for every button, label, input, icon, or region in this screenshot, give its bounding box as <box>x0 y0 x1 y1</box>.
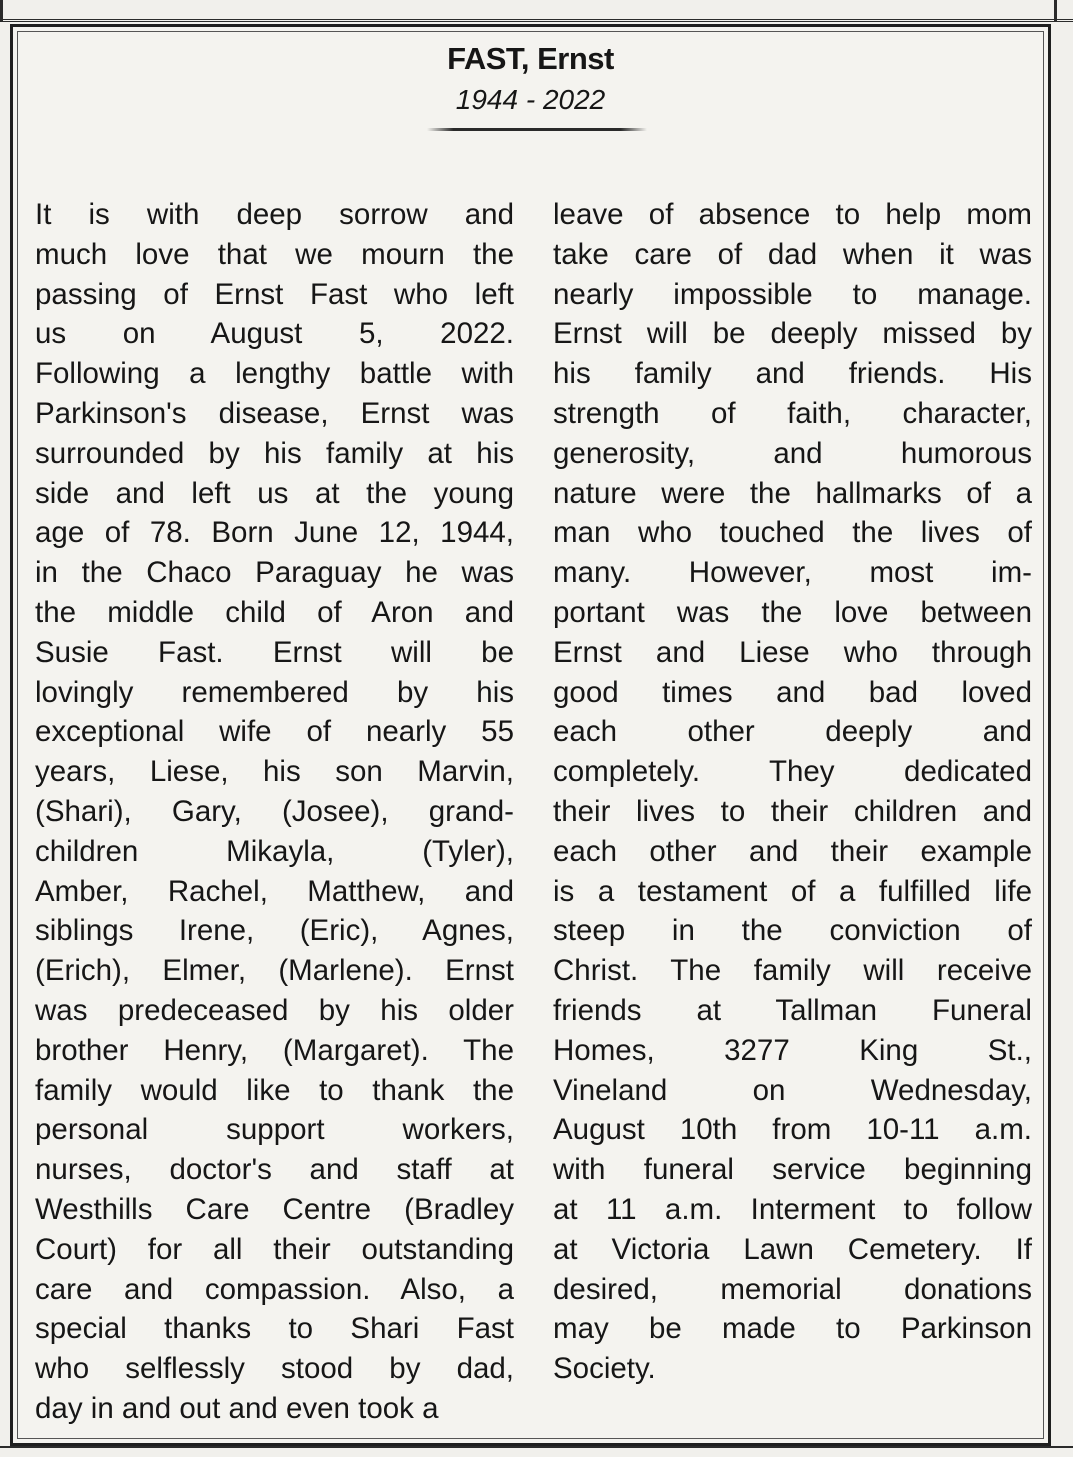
text-line: desired, memorial donations <box>553 1272 1032 1306</box>
text-line: personal support workers, <box>35 1113 514 1147</box>
text-line: Society. <box>553 1352 656 1386</box>
text-line: age of 78. Born June 12, 1944, <box>35 516 514 550</box>
right-edge-rule <box>1054 0 1057 22</box>
text-line: at 11 a.m. Interment to follow <box>553 1192 1032 1226</box>
text-line: children Mikayla, (Tyler), <box>35 834 514 868</box>
text-line: may be made to Parkinson <box>553 1312 1032 1346</box>
bottom-page-rule <box>0 1446 1073 1452</box>
text-line: Susie Fast. Ernst will be <box>35 635 514 669</box>
text-line: strength of faith, character, <box>553 396 1032 430</box>
obituary-heading <box>13 41 1048 117</box>
text-line: Ernst and Liese who through <box>553 635 1032 669</box>
text-line: surrounded by his family at his <box>35 436 514 470</box>
obituary-left-column <box>35 195 514 1429</box>
text-line: day in and out and even took a <box>35 1391 439 1425</box>
text-line: passing of Ernst Fast who left <box>35 277 514 311</box>
text-line: (Shari), Gary, (Josee), grand- <box>35 794 514 828</box>
life-years: 1944 - 2022 <box>455 84 606 115</box>
text-line: Ernst will be deeply missed by <box>553 317 1032 351</box>
text-line: is a testament of a fulfilled life <box>553 874 1032 908</box>
text-line: at Victoria Lawn Cemetery. If <box>553 1232 1032 1266</box>
text-line: brother Henry, (Margaret). The <box>35 1033 514 1067</box>
text-line: It is with deep sorrow and <box>35 198 514 231</box>
text-line: Christ. The family will receive <box>553 954 1032 988</box>
text-line: nurses, doctor's and staff at <box>35 1153 514 1187</box>
text-line: special thanks to Shari Fast <box>35 1312 514 1346</box>
text-line: family would like to thank the <box>35 1073 514 1107</box>
text-line: each other deeply and <box>553 715 1032 749</box>
text-line: (Erich), Elmer, (Marlene). Ernst <box>35 954 514 988</box>
text-line: each other and their example <box>553 834 1032 868</box>
text-line: Westhills Care Centre (Bradley <box>35 1192 514 1226</box>
text-line: his family and friends. His <box>553 357 1032 391</box>
text-line: in the Chaco Paraguay he was <box>35 556 514 590</box>
text-line: Homes, 3277 King St., <box>553 1033 1032 1067</box>
text-line: side and left us at the young <box>35 476 514 510</box>
text-line: lovingly remembered by his <box>35 675 514 709</box>
text-line: their lives to their children and <box>553 794 1032 828</box>
text-line: steep in the conviction of <box>553 914 1032 948</box>
text-line: generosity, and humorous <box>553 436 1032 470</box>
text-line: friends at Tallman Funeral <box>553 993 1032 1027</box>
text-line: exceptional wife of nearly 55 <box>35 715 514 749</box>
text-line: portant was the love between <box>553 595 1032 629</box>
text-line: years, Liese, his son Marvin, <box>35 755 514 789</box>
text-line: us on August 5, 2022. <box>35 317 514 351</box>
text-line: siblings Irene, (Eric), Agnes, <box>35 914 514 948</box>
text-line: completely. They dedicated <box>553 755 1032 789</box>
text-line: nature were the hallmarks of a <box>553 476 1032 510</box>
text-line: leave of absence to help mom <box>553 198 1032 231</box>
text-line: Vineland on Wednesday, <box>553 1073 1032 1107</box>
text-line: the middle child of Aron and <box>35 595 514 629</box>
obituary-right-column <box>553 195 1032 1389</box>
text-line: care and compassion. Also, a <box>35 1272 514 1306</box>
text-line: August 10th from 10-11 a.m. <box>553 1113 1032 1147</box>
text-line: take care of dad when it was <box>553 237 1032 271</box>
text-line: was predeceased by his older <box>35 993 514 1027</box>
text-line: Following a lengthy battle with <box>35 357 514 391</box>
top-page-rule <box>0 0 1073 22</box>
text-line: with funeral service beginning <box>553 1153 1032 1187</box>
text-line: Amber, Rachel, Matthew, and <box>35 874 514 908</box>
text-line: Court) for all their outstanding <box>35 1232 514 1266</box>
left-edge-rule <box>0 0 3 22</box>
obituary-box <box>10 24 1051 1446</box>
deceased-name: FAST, Ernst <box>447 41 614 76</box>
text-line: Parkinson's disease, Ernst was <box>35 396 514 430</box>
text-line: nearly impossible to manage. <box>553 277 1032 311</box>
text-line: who selflessly stood by dad, <box>35 1352 514 1386</box>
heading-divider <box>427 128 647 131</box>
text-line: many. However, most im- <box>553 556 1032 590</box>
text-line: much love that we mourn the <box>35 237 514 271</box>
text-line: man who touched the lives of <box>553 516 1032 550</box>
text-line: good times and bad loved <box>553 675 1032 709</box>
